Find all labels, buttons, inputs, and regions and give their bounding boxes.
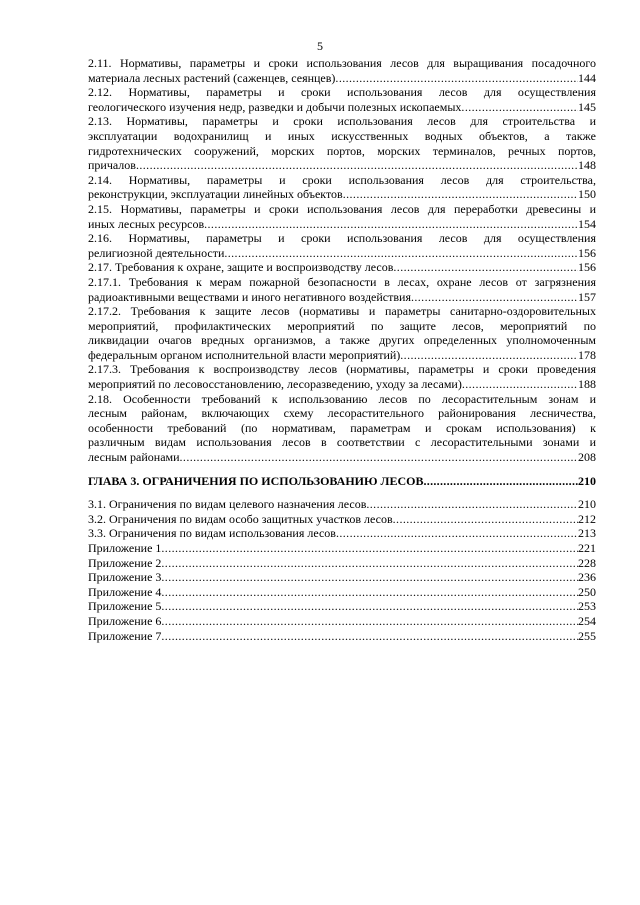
toc-line: 2.17.1. Требования к мерам пожарной безопасности в лесах, охране лесов от загрязнения [88,274,596,289]
leader-dots [393,260,578,275]
leader-dots [393,512,578,527]
toc-line: эксплуатации водохранилищ и иных искусственных водных объектов, а также [88,128,596,143]
chapter-title: ГЛАВА 3. ОГРАНИЧЕНИЯ ПО ИСПОЛЬЗОВАНИЮ ЛЕСОВ [88,473,424,488]
toc-line: 2.14. Нормативы, параметры и сроки использования лесов для строительства, [88,172,596,187]
leader-dots [335,71,578,86]
toc-entry-title: 3.3. Ограничения по видам использования лесов [88,526,336,541]
toc-entry-title: 2.17. Требования к охране, защите и воспроизводству лесов [88,260,394,275]
toc-line: лесным районам, включающих схему лесорастительного районирования лесничества, [88,406,596,421]
toc-page-number: 253 [578,599,596,614]
toc-entry [88,570,596,585]
toc-entry-title: Приложение 3 [88,570,162,585]
toc-line: различным видам использования лесов в соответствии с лесорастительными зонами и [88,435,596,450]
toc-entry [88,512,596,527]
toc-entry [88,260,596,275]
toc-line [88,290,596,305]
toc-entry [88,56,596,85]
toc-entry [88,541,596,556]
toc-line [88,450,596,465]
toc-page-number: 254 [578,613,596,628]
page-number: 5 [317,39,323,53]
toc-line: 2.17.2. Требования к защите лесов (нормативы и параметры санитарно-оздоровительных [88,304,596,319]
leader-dots [161,629,578,644]
toc-entry [88,599,596,614]
leader-dots [161,570,578,585]
toc-entry-title: 3.2. Ограничения по видам особо защитных участков лесов [88,511,393,526]
toc-line [88,71,596,86]
toc-entry-title: религиозной деятельности [88,245,225,260]
toc-page-number: 236 [578,570,596,585]
toc-entry [88,362,596,391]
toc-page-number: 150 [578,187,596,202]
table-of-contents [88,56,596,643]
toc-line [88,629,596,644]
toc-entry-title: радиоактивными веществами и иного негативного воздействия [88,289,411,304]
toc-entry [88,556,596,571]
leader-dots [136,158,578,173]
toc-line [88,541,596,556]
toc-line [88,158,596,173]
leader-dots [161,599,578,614]
toc-entry [88,114,596,172]
toc-entry [88,304,596,362]
toc-page-number: 210 [578,497,596,512]
toc-page-number: 144 [578,70,596,85]
leader-dots [336,526,578,541]
leader-dots [180,450,578,465]
toc-page-number: 221 [578,541,596,555]
toc-entry [88,526,596,541]
toc-line: 2.16. Нормативы, параметры и сроки использования лесов для осуществления [88,231,596,246]
toc-entry [88,614,596,629]
leader-dots [224,246,578,261]
toc-entry [88,629,596,644]
toc-page-number: 145 [578,99,596,114]
toc-entry-title: федеральным органом исполнительной власти мероприятий) [88,347,401,362]
toc-line [88,377,596,392]
leader-dots [161,585,578,600]
toc-entry-title: Приложение 7 [88,628,162,643]
toc-page-number: 188 [578,377,596,392]
toc-entry-title: Приложение 5 [88,599,162,614]
toc-entry-title: Приложение 1 [88,541,162,555]
toc-section-3 [88,497,596,643]
toc-entry-title: лесным районами [88,450,180,465]
toc-line [88,474,596,489]
toc-entry-title: реконструкции, эксплуатации линейных объектов [88,187,343,202]
toc-line: 2.17.3. Требования к воспроизводству лесов (нормативы, параметры и сроки проведения [88,362,596,377]
toc-line [88,246,596,261]
toc-entry-title: мероприятий по лесовосстановлению, лесоразведению, уходу за лесами) [88,377,462,392]
toc-entry [88,392,596,465]
toc-page-number: 208 [578,450,596,465]
toc-entry-title: 3.1. Ограничения по видам целевого назначения лесов [88,497,367,512]
toc-chapter-3 [88,474,596,489]
toc-entry [88,585,596,600]
toc-entry-title: геологического изучения недр, разведки и добычи полезных ископаемых [88,99,462,114]
leader-dots [411,290,578,305]
toc-page-number: 156 [578,260,596,275]
toc-line [88,599,596,614]
leader-dots [161,614,578,629]
leader-dots [161,541,578,556]
toc-line: мероприятий, профилактических мероприятий по защите лесов, мероприятий по [88,318,596,333]
toc-page-number: 154 [578,216,596,231]
leader-dots [462,377,578,392]
toc-line [88,556,596,571]
toc-page-number: 213 [578,526,596,541]
toc-line [88,348,596,363]
toc-entry-title: Приложение 6 [88,613,162,628]
leader-dots [204,217,578,232]
leader-dots [366,497,578,512]
toc-page-number: 255 [578,628,596,643]
leader-dots [400,348,578,363]
toc-page-number: 156 [578,245,596,260]
toc-line: 2.12. Нормативы, параметры и сроки использования лесов для осуществления [88,85,596,100]
toc-line [88,100,596,115]
toc-section-2 [88,56,596,465]
toc-entry [88,85,596,114]
toc-entry [88,497,596,512]
toc-entry [88,275,596,304]
toc-line [88,260,596,275]
toc-page-number: 148 [578,158,596,173]
toc-entry [88,173,596,202]
toc-entry-title: Приложение 2 [88,555,162,570]
toc-page-number: 250 [578,584,596,599]
leader-dots [461,100,578,115]
toc-line: ликвидации очагов вредных организмов, а также других определенных уполномоченным [88,333,596,348]
toc-line: 2.15. Нормативы, параметры и сроки использования лесов для переработки древесины и [88,201,596,216]
toc-line: 2.11. Нормативы, параметры и сроки использования лесов для выращивания посадочного [88,56,596,70]
toc-line: особенности требований (по нормативам, параметрам и срокам использования) к [88,420,596,435]
toc-entry-title: материала лесных растений (саженцев, сеянцев) [88,70,336,85]
toc-page-number: 212 [578,511,596,526]
leader-dots [161,556,578,571]
leader-dots [423,474,578,489]
toc-entry [88,202,596,231]
toc-entry-title: иных лесных ресурсов [88,216,205,231]
toc-line [88,570,596,585]
toc-line [88,526,596,541]
toc-page-number: 178 [578,347,596,362]
toc-line [88,614,596,629]
toc-page-number: 228 [578,555,596,570]
toc-line: 2.18. Особенности требований к использованию лесов по лесорастительным зонам и [88,391,596,406]
toc-line [88,187,596,202]
toc-line [88,512,596,527]
chapter-page: 210 [578,473,596,488]
toc-entry-title: Приложение 4 [88,584,162,599]
leader-dots [343,187,578,202]
toc-entry [88,231,596,260]
toc-line [88,217,596,232]
toc-line [88,497,596,512]
toc-line: 2.13. Нормативы, параметры и сроки использования лесов для строительства и [88,114,596,129]
toc-entry-title: причалов [88,158,136,173]
toc-page-number: 157 [578,289,596,304]
toc-line [88,585,596,600]
toc-line: гидротехнических сооружений, морских портов, морских терминалов, речных портов, [88,143,596,158]
